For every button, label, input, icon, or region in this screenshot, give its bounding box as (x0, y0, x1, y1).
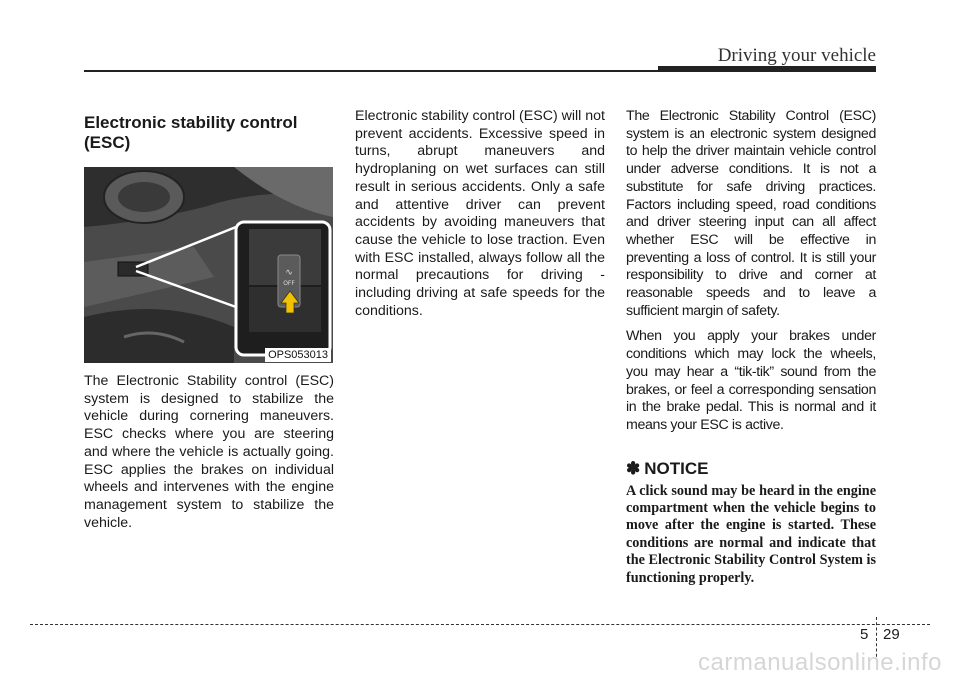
page-number: 29 (883, 626, 900, 643)
figure-code: OPS053013 (265, 348, 331, 362)
watermark: carmanualsonline.info (698, 649, 942, 676)
dashboard-illustration (84, 167, 333, 363)
column-left (84, 108, 334, 540)
section-heading-line1: Electronic stability control (84, 113, 298, 132)
header-rule-accent (658, 66, 876, 72)
svg-text:∿: ∿ (285, 268, 293, 278)
esc-description-paragraph: The Electronic Stability control (ESC) system is designed to stabilize the vehicle during cornering maneuvers. ESC checks where you are steering and where the vehicle is actually going. ESC applies the brakes on individual wheels and intervenes with the engine management system to stabilize the vehicle. (84, 373, 334, 531)
notice-body: A click sound may be heard in the engine compartment when the vehicle begins to move after the engine is started. These conditions are normal and indicate that the Electronic Stability Control System is functioning properly. (626, 482, 876, 586)
esc-system-paragraph: The Electronic Stability Control (ESC) system is an electronic system designed to help the driver maintain vehicle control under adverse conditions. It is not a substitute for safe driving practices. Factors including speed, road conditions and driver steering input can all affect whether ESC will be effective in preventing a loss of control. It is still your responsibility to drive and corner at reasonable speeds and to leave a sufficient margin of safety. (626, 108, 876, 319)
notice-title: NOTICE (644, 458, 709, 478)
header-rule (84, 70, 658, 72)
esc-switch-figure (84, 167, 333, 363)
svg-text:OFF: OFF (283, 280, 295, 287)
esc-brake-paragraph: When you apply your brakes under conditions which may lock the wheels, you may hear a “tik-tik” sound from the brakes, or feel a corresponding sensation in the brake pedal. This is normal and it means your ESC is active. (626, 328, 876, 433)
section-heading-line2: (ESC) (84, 133, 131, 152)
notice-symbol-icon: ✽ (626, 458, 641, 478)
notice-heading (626, 459, 876, 479)
footer-rule (30, 624, 930, 625)
column-middle (355, 108, 605, 328)
column-right (626, 108, 876, 587)
page-section-number: 5 (860, 626, 869, 643)
esc-warning-paragraph: Electronic stability control (ESC) will not prevent accidents. Excessive speed in turns, abrupt maneuvers and hydroplaning on wet surfaces can still result in serious accidents. Only a safe and attentive driver can prevent accidents by avoiding maneuvers that cause the vehicle to lose traction. Even with ESC installed, always follow all the normal precautions for driving - including driving at safe speeds for the conditions. (355, 108, 605, 319)
section-heading (84, 113, 334, 153)
running-header: Driving your vehicle (717, 45, 876, 66)
